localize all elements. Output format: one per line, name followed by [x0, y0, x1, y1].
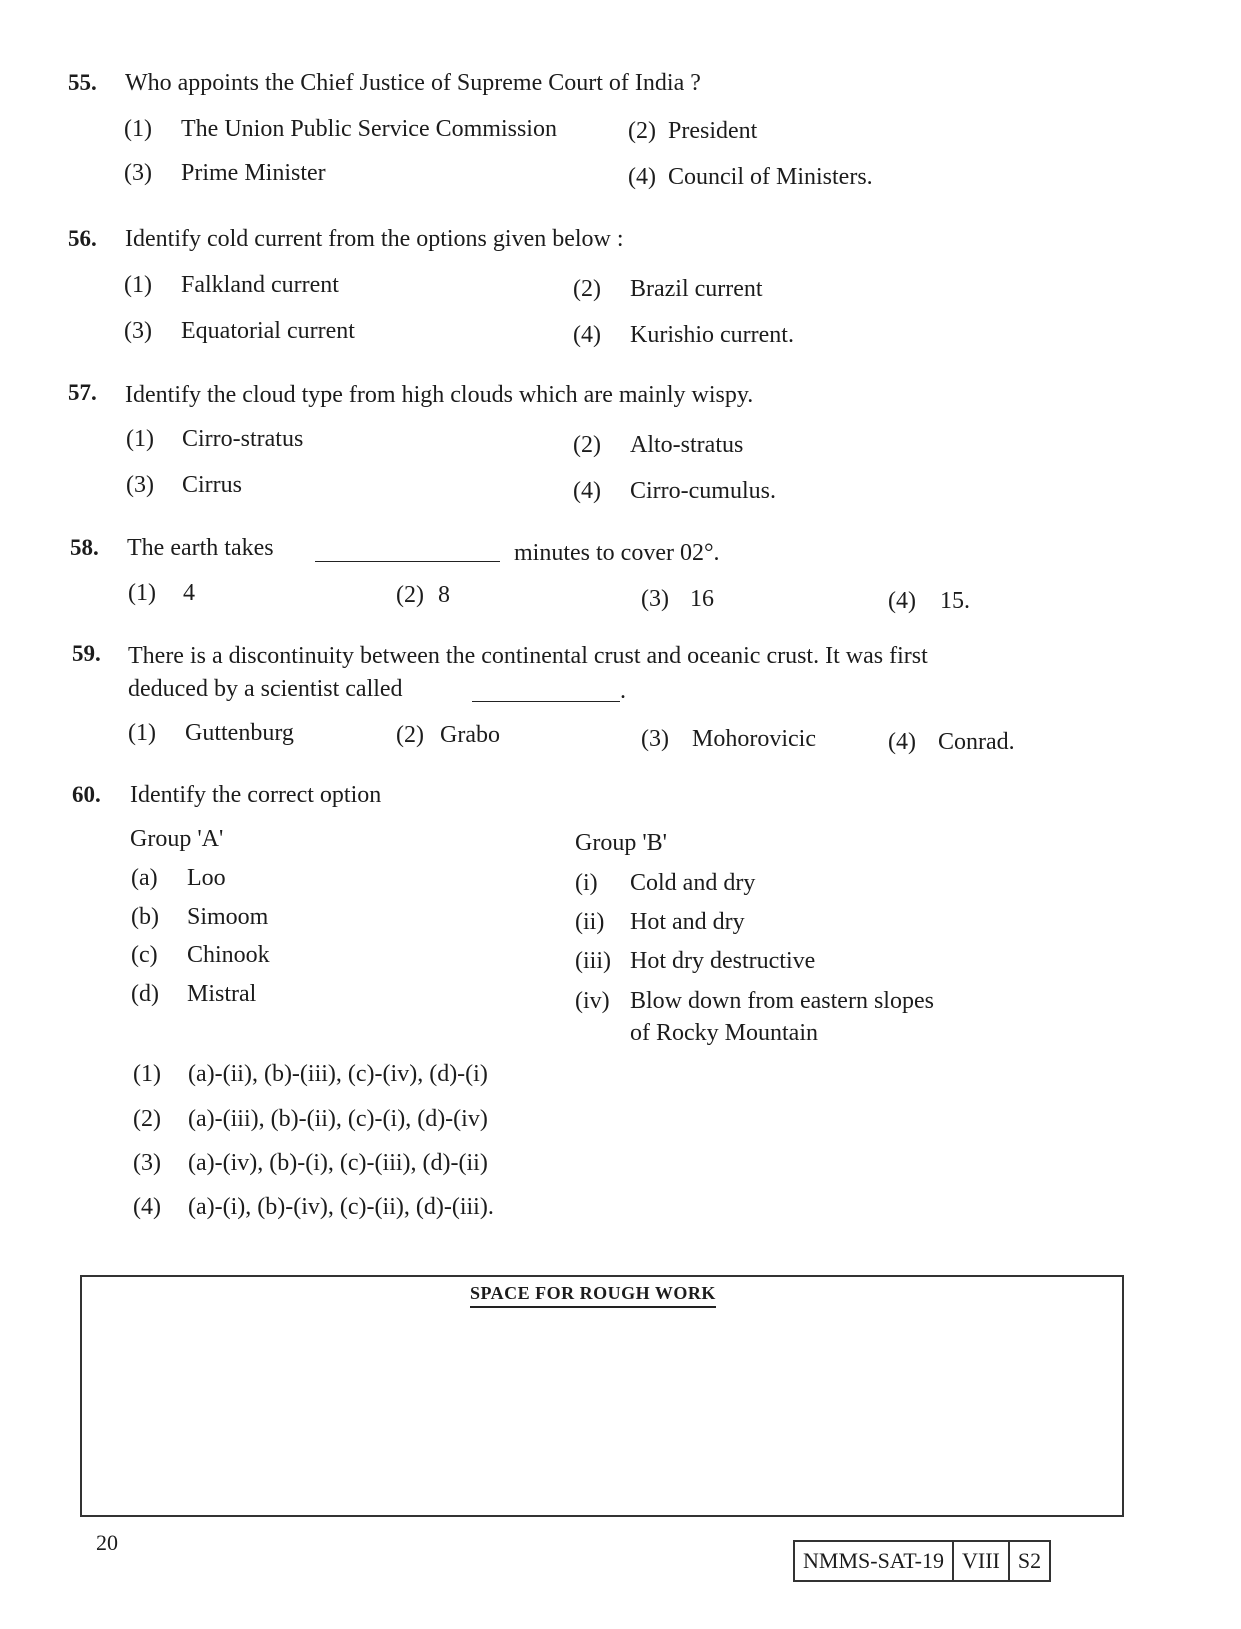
option-text: (a)-(iii), (b)-(ii), (c)-(i), (d)-(iv)	[188, 1106, 488, 1132]
group-a-item: Chinook	[187, 942, 270, 968]
option-text: 16	[690, 586, 714, 612]
question-text-line2: deduced by a scientist called	[128, 676, 403, 702]
group-a-item: Loo	[187, 865, 226, 891]
question-number: 58.	[70, 535, 99, 560]
option-text: Kurishio current.	[630, 322, 794, 348]
group-a-label: (c)	[131, 942, 158, 968]
question-text-end: minutes to cover 02°.	[514, 540, 720, 566]
option-text: Council of Ministers.	[668, 164, 873, 190]
paper-class: VIII	[952, 1542, 1008, 1580]
option-label: (4)	[573, 322, 601, 348]
question-text: Identify cold current from the options given below :	[125, 226, 624, 252]
option-label: (2)	[573, 276, 601, 302]
option-label: (4)	[888, 729, 916, 755]
option-text: Falkland current	[181, 272, 339, 298]
option-text: 15.	[940, 588, 970, 614]
option-text: Mohorovicic	[692, 726, 816, 752]
option-text: Brazil current	[630, 276, 763, 302]
answer-blank	[315, 560, 500, 562]
option-text: 8	[438, 582, 450, 608]
question-text: Who appoints the Chief Justice of Supreme Court of India ?	[125, 70, 701, 96]
group-a-label: (a)	[131, 865, 158, 891]
page-number: 20	[96, 1530, 118, 1555]
option-label: (3)	[126, 472, 154, 498]
group-b-item: Blow down from eastern slopes	[630, 988, 934, 1014]
question-number: 55.	[68, 70, 97, 95]
option-label: (1)	[124, 272, 152, 298]
option-text: 4	[183, 580, 195, 606]
group-a-item: Mistral	[187, 981, 257, 1007]
option-text: Alto-stratus	[630, 432, 744, 458]
option-label: (2)	[396, 582, 424, 608]
option-label: (3)	[641, 726, 669, 752]
rough-work-box	[80, 1275, 1124, 1517]
group-b-label: (iii)	[575, 948, 611, 974]
question-text: Identify the cloud type from high clouds which are mainly wispy.	[125, 382, 754, 408]
option-label: (1)	[128, 720, 156, 746]
group-b-item-continued: of Rocky Mountain	[630, 1020, 818, 1046]
group-b-item: Hot dry destructive	[630, 948, 816, 974]
option-label: (1)	[126, 426, 154, 452]
question-text: Identify the correct option	[130, 782, 382, 808]
group-b-item: Hot and dry	[630, 909, 745, 935]
option-label: (1)	[133, 1061, 161, 1087]
question-text-end: .	[620, 678, 626, 704]
rough-work-title: SPACE FOR ROUGH WORK	[470, 1283, 716, 1308]
question-number: 59.	[72, 641, 101, 666]
question-text: There is a discontinuity between the continental crust and oceanic crust. It was first	[128, 643, 928, 669]
question-text: The earth takes	[127, 535, 274, 561]
paper-set: S2	[1008, 1542, 1049, 1580]
group-a-item: Simoom	[187, 904, 269, 930]
option-label: (4)	[888, 588, 916, 614]
question-number: 60.	[72, 782, 101, 807]
option-text: Cirrus	[182, 472, 242, 498]
option-text: (a)-(iv), (b)-(i), (c)-(iii), (d)-(ii)	[188, 1150, 488, 1176]
option-label: (2)	[396, 722, 424, 748]
option-label: (2)	[573, 432, 601, 458]
option-label: (3)	[124, 160, 152, 186]
group-a-label: (d)	[131, 981, 159, 1007]
group-b-label: (i)	[575, 870, 598, 896]
option-text: Guttenburg	[185, 720, 294, 746]
paper-code: NMMS-SAT-19	[803, 1548, 945, 1573]
option-text: The Union Public Service Commission	[181, 116, 557, 142]
option-label: (2)	[628, 118, 656, 144]
question-number: 56.	[68, 226, 97, 251]
option-label: (3)	[124, 318, 152, 344]
option-text: Equatorial current	[181, 318, 355, 344]
option-label: (1)	[128, 580, 156, 606]
option-label: (3)	[641, 586, 669, 612]
group-b-title: Group 'B'	[575, 830, 667, 856]
option-label: (1)	[124, 116, 152, 142]
option-text: Cirro-stratus	[182, 426, 304, 452]
group-b-label: (iv)	[575, 988, 610, 1014]
paper-code-box	[793, 1540, 1051, 1582]
option-label: (3)	[133, 1150, 161, 1176]
option-text: Grabo	[440, 722, 500, 748]
option-label: (4)	[133, 1194, 161, 1220]
option-text: Cirro-cumulus.	[630, 478, 776, 504]
option-text: President	[668, 118, 758, 144]
group-a-label: (b)	[131, 904, 159, 930]
option-label: (4)	[628, 164, 656, 190]
answer-blank	[472, 700, 620, 702]
question-number: 57.	[68, 380, 97, 405]
group-b-label: (ii)	[575, 909, 605, 935]
group-a-title: Group 'A'	[130, 826, 224, 852]
option-text: (a)-(ii), (b)-(iii), (c)-(iv), (d)-(i)	[188, 1061, 488, 1087]
option-text: Prime Minister	[181, 160, 326, 186]
group-b-item: Cold and dry	[630, 870, 756, 896]
option-text: (a)-(i), (b)-(iv), (c)-(ii), (d)-(iii).	[188, 1194, 494, 1220]
option-label: (2)	[133, 1106, 161, 1132]
option-text: Conrad.	[938, 729, 1015, 755]
option-label: (4)	[573, 478, 601, 504]
